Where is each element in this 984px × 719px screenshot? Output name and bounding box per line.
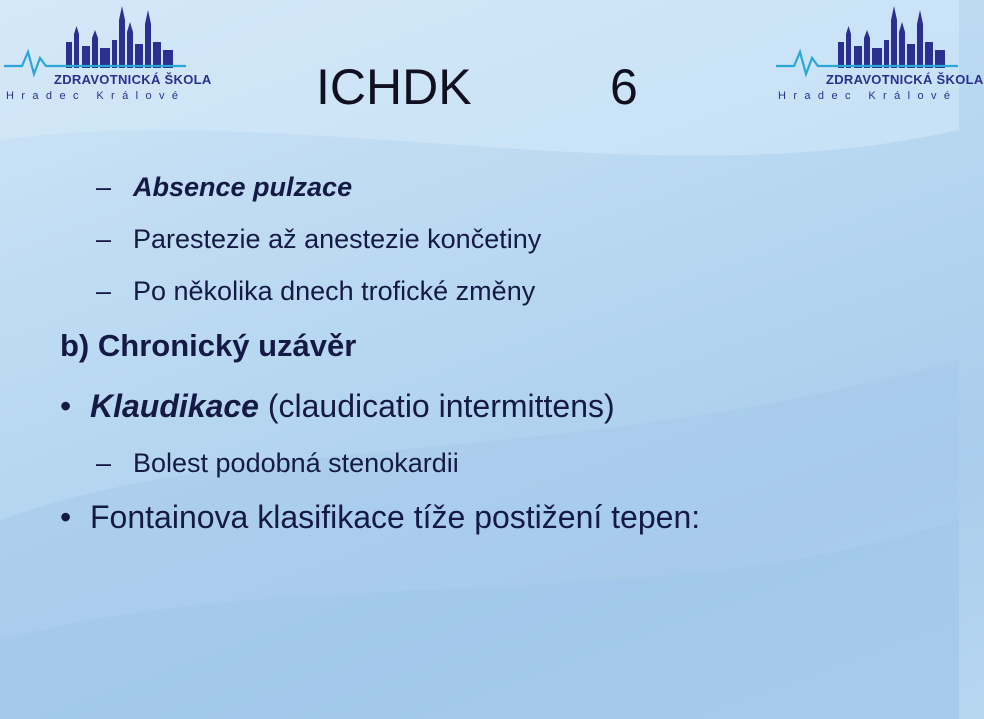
section-heading-chronic: b) Chronický uzávěr: [60, 328, 357, 363]
school-city: Hradec Králové: [6, 90, 186, 102]
slide-number: 6: [610, 59, 638, 115]
list-item-text: Bolest podobná stenokardii: [133, 448, 459, 478]
school-name: ZDRAVOTNICKÁ ŠKOLA: [826, 72, 984, 87]
slide-title-text: ICHDK: [316, 59, 472, 115]
dash-marker: –: [96, 224, 112, 254]
dash-marker: –: [96, 448, 112, 478]
list-item-text: Fontainova klasifikace tíže postižení tepen:: [90, 499, 701, 535]
dash-marker: –: [96, 276, 112, 306]
school-city: Hradec Králové: [778, 90, 958, 102]
list-item-text: Parestezie až anestezie končetiny: [133, 224, 542, 254]
slide-title: [0, 58, 959, 122]
list-item-text: Absence pulzace: [133, 172, 353, 202]
list-item-text: Po několika dnech trofické změny: [133, 276, 536, 306]
bullet-marker: •: [60, 499, 72, 535]
dash-marker: –: [96, 172, 112, 202]
bullet-marker: •: [60, 388, 72, 424]
list-item-text: [90, 388, 615, 425]
school-name: ZDRAVOTNICKÁ ŠKOLA: [54, 72, 212, 87]
klaudikace-term: Klaudikace: [90, 388, 259, 424]
klaudikace-latin: (claudicatio intermittens): [258, 388, 615, 424]
